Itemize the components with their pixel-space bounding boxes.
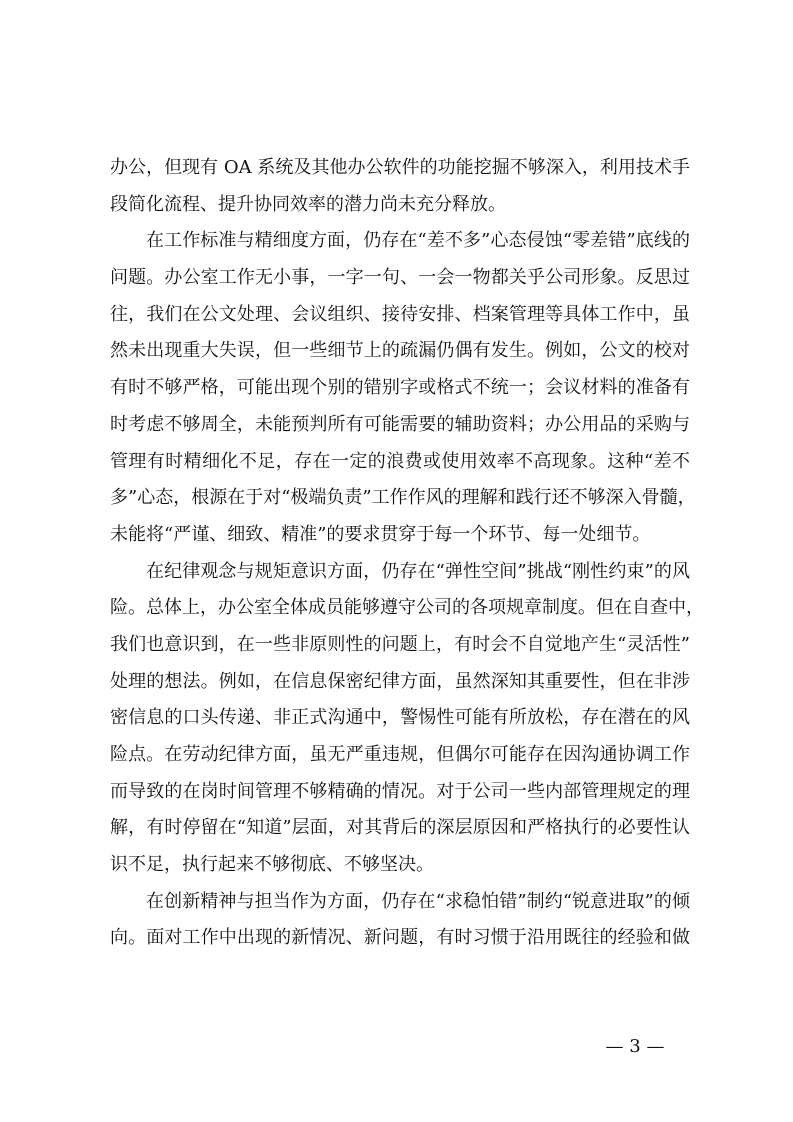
- text-line: 险。总体上，办公室全体成员能够遵守公司的各项规章制度。但在自查中，: [110, 597, 704, 619]
- page-number: — 3 —: [605, 1036, 665, 1057]
- text-line: 管理有时精细化不足，存在一定的浪费或使用效率不高现象。这种“差不: [110, 450, 690, 472]
- text-line: 多”心态，根源在于对“极端负责”工作作风的理解和践行还不够深入骨髓，: [110, 487, 696, 509]
- text-line: 而导致的在岗时间管理不够精确的情况。对于公司一些内部管理规定的理: [110, 780, 690, 802]
- document-body: [110, 150, 704, 957]
- paragraph-start-line: 在创新精神与担当作为方面，仍存在“求稳怕错”制约“锐意进取”的倾: [146, 890, 690, 912]
- text-line: 险点。在劳动纪律方面，虽无严重违规，但偶尔可能存在因沟通协调工作: [110, 744, 690, 765]
- text-line: 解，有时停留在“知道”层面，对其背后的深层原因和严格执行的必要性认: [110, 817, 690, 839]
- text-line: 然未出现重大失误，但一些细节上的疏漏仍偶有发生。例如，公文的校对: [110, 340, 690, 362]
- text-line: 段简化流程、提升协同效率的潜力尚未充分释放。: [110, 193, 506, 215]
- text-line: 密信息的口头传递、非正式沟通中，警惕性可能有所放松，存在潜在的风: [110, 707, 690, 729]
- text-line: 未能将“严谨、细致、精准”的要求贯穿于每一个环节、每一处细节。: [110, 523, 651, 545]
- text-line: 识不足，执行起来不够彻底、不够坚决。: [110, 854, 434, 876]
- text-line: 往，我们在公文处理、会议组织、接待安排、档案管理等具体工作中，虽: [110, 303, 690, 325]
- text-line: 处理的想法。例如，在信息保密纪律方面，虽然深知其重要性，但在非涉: [110, 670, 690, 692]
- text-line: 有时不够严格，可能出现个别的错别字或格式不统一；会议材料的准备有: [110, 377, 690, 399]
- text-line: 问题。办公室工作无小事，一字一句、一会一物都关乎公司形象。反思过: [110, 267, 690, 289]
- paragraph-start-line: 在工作标准与精细度方面，仍存在“差不多”心态侵蚀“零差错”底线的: [146, 230, 690, 252]
- text-line: 时考虑不够周全，未能预判所有可能需要的辅助资料；办公用品的采购与: [110, 413, 690, 435]
- text-line: 向。面对工作中出现的新情况、新问题，有时习惯于沿用既往的经验和做: [110, 927, 690, 949]
- text-line: 办公，但现有 OA 系统及其他办公软件的功能挖掘不够深入，利用技术手: [110, 157, 690, 178]
- text-line: 我们也意识到，在一些非原则性的问题上，有时会不自觉地产生“灵活性”: [110, 633, 690, 655]
- paragraph-start-line: 在纪律观念与规矩意识方面，仍存在“弹性空间”挑战“刚性约束”的风: [146, 560, 690, 582]
